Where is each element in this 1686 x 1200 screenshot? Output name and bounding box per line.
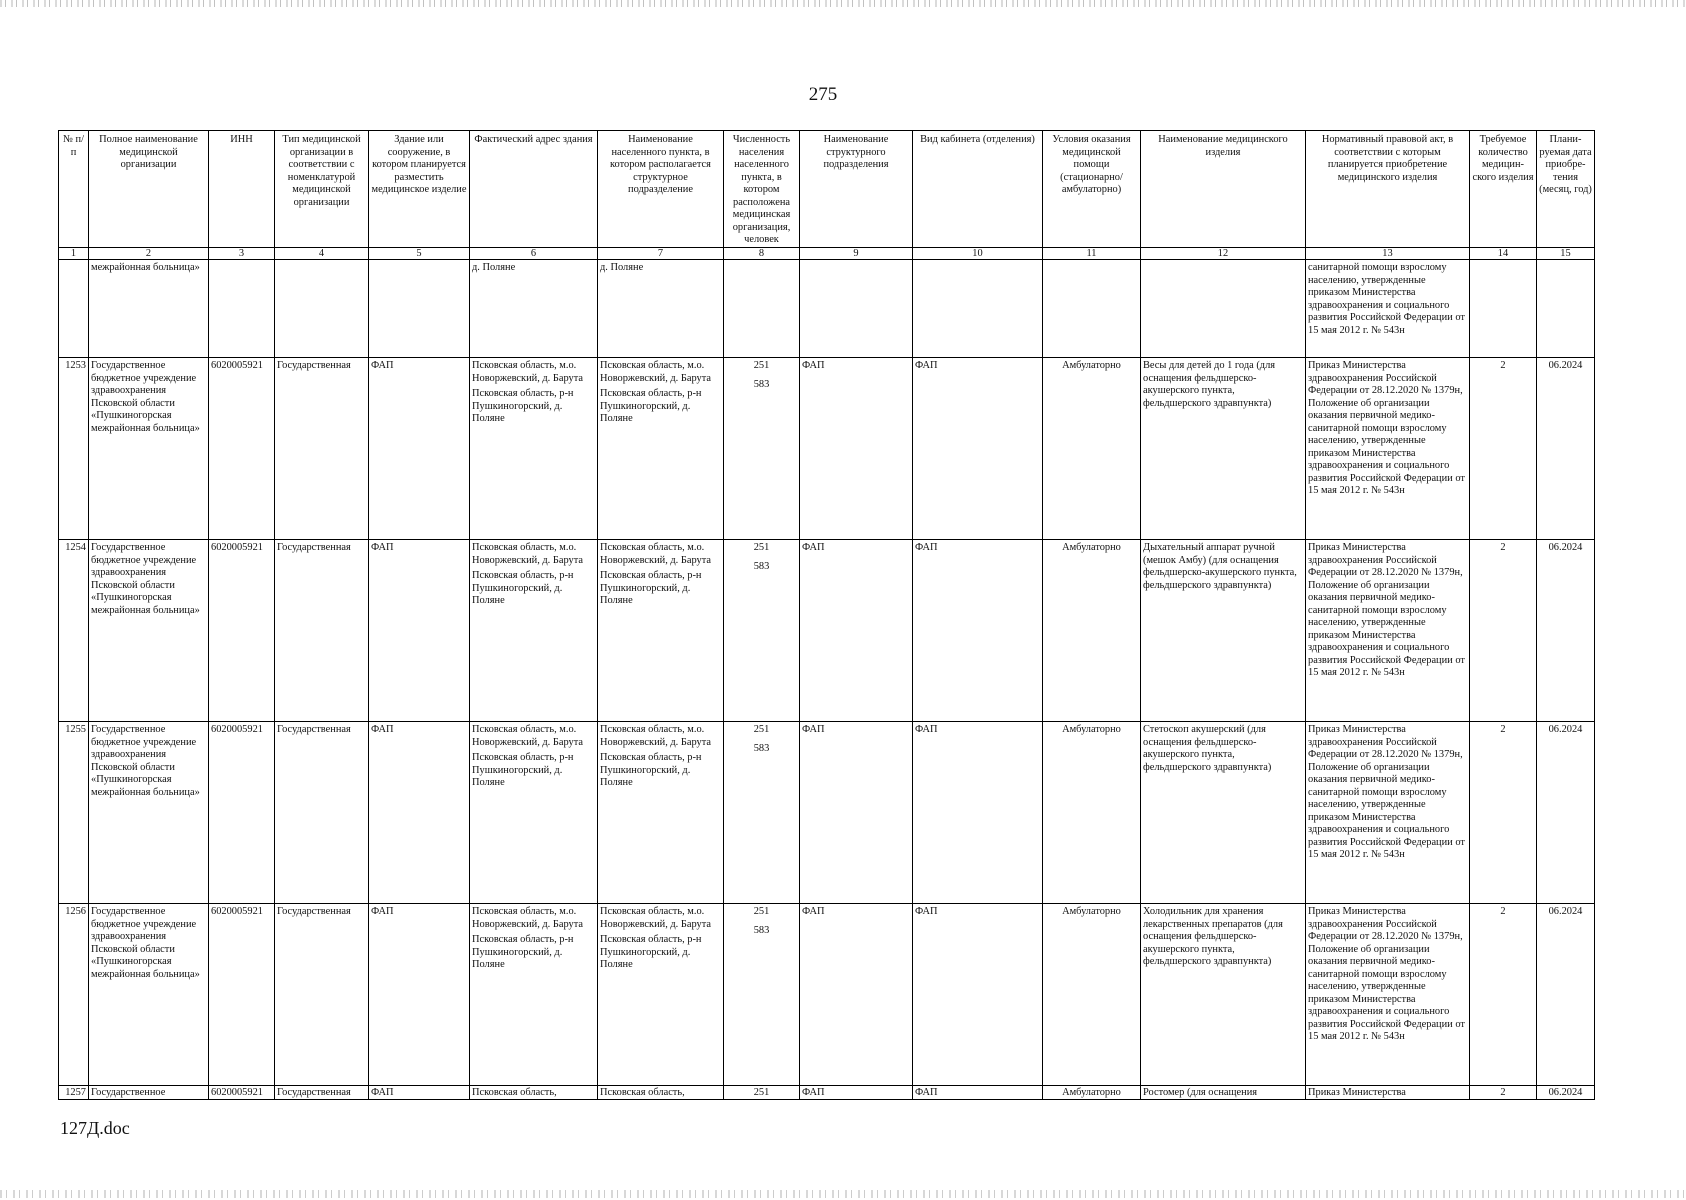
column-number: 11 bbox=[1043, 248, 1141, 260]
building-cell: ФАП bbox=[369, 540, 470, 722]
unit-cell: ФАП bbox=[800, 358, 913, 540]
inn-cell: 6020005921 bbox=[209, 722, 275, 904]
population-cell bbox=[724, 260, 800, 358]
unit-cell bbox=[800, 260, 913, 358]
quantity-cell: 2 bbox=[1470, 540, 1537, 722]
conditions-cell: Амбулаторно bbox=[1043, 1086, 1141, 1100]
address-cell bbox=[470, 722, 598, 904]
population-value: 251 bbox=[753, 906, 770, 917]
population-cell: 251 bbox=[724, 1086, 800, 1100]
settlement-line: Псковская область, м.о. Новоржевский, д. Барута bbox=[600, 542, 711, 566]
column-number: 4 bbox=[275, 248, 369, 260]
header-cell: ИНН bbox=[209, 131, 275, 248]
table-row bbox=[59, 540, 1595, 722]
column-number: 12 bbox=[1141, 248, 1306, 260]
settlement-line: Псковская область, р-н Пушкиногорский, д. Поляне bbox=[600, 934, 702, 970]
header-cell: Численность населения населенного пункта, в котором расположена медицинская организация, человек bbox=[724, 131, 800, 248]
device-cell bbox=[1141, 260, 1306, 358]
inn-cell bbox=[209, 260, 275, 358]
org-type-cell: Государственная bbox=[275, 1086, 369, 1100]
org-name-cell: межрайонная больница» bbox=[89, 260, 209, 358]
conditions-cell: Амбулаторно bbox=[1043, 540, 1141, 722]
header-cell: Здание или сооружение, в котором планируется разместить медицинское изделие bbox=[369, 131, 470, 248]
column-number: 1 bbox=[59, 248, 89, 260]
legal-act-cell: Приказ Министерства здравоохранения Российской Федерации от 28.12.2020 № 1379н, Положение об организации оказания первичной медико-санитарной помощи взрослому населению, утвержденные приказом Министерства здравоохранения и социального развития Российской Федерации от 15 мая 2012 г. № 543н bbox=[1306, 540, 1470, 722]
header-cell: № п/п bbox=[59, 131, 89, 248]
scan-edge-bottom bbox=[0, 1190, 1686, 1198]
population-value: 583 bbox=[753, 924, 770, 936]
building-cell bbox=[369, 260, 470, 358]
settlement-cell: Псковская область, bbox=[598, 1086, 724, 1100]
column-number: 14 bbox=[1470, 248, 1537, 260]
org-name-cell: Государственное бюджетное учреждение здравоохранения Псковской области «Пушкиногорская межрайонная больница» bbox=[89, 358, 209, 540]
settlement-line: Псковская область, м.о. Новоржевский, д. Барута bbox=[600, 724, 711, 748]
date-cell bbox=[1537, 260, 1595, 358]
row-number-cell: 1255 bbox=[59, 722, 89, 904]
scan-edge-top bbox=[0, 0, 1686, 7]
building-cell: ФАП bbox=[369, 358, 470, 540]
population-cell bbox=[724, 358, 800, 540]
address-line: Псковская область, м.о. Новоржевский, д. Барута bbox=[472, 906, 583, 930]
column-number: 7 bbox=[598, 248, 724, 260]
device-cell: Ростомер (для оснащения bbox=[1141, 1086, 1306, 1100]
address-cell: Псковская область, bbox=[470, 1086, 598, 1100]
header-cell: Тип медицинской организации в соответствии с номенклатурой медицинской организации bbox=[275, 131, 369, 248]
settlement-cell: д. Поляне bbox=[598, 260, 724, 358]
header-cell: Наименование структурного подразделения bbox=[800, 131, 913, 248]
quantity-cell: 2 bbox=[1470, 904, 1537, 1086]
date-cell: 06.2024 bbox=[1537, 1086, 1595, 1100]
column-number: 6 bbox=[470, 248, 598, 260]
org-name-cell: Государственное bbox=[89, 1086, 209, 1100]
device-cell: Холодильник для хранения лекарственных препаратов (для оснащения фельдшерско-акушерского пункта, фельдшерского здравпункта) bbox=[1141, 904, 1306, 1086]
population-cell bbox=[724, 722, 800, 904]
column-number: 9 bbox=[800, 248, 913, 260]
device-cell: Весы для детей до 1 года (для оснащения фельдшерско-акушерского пункта, фельдшерского здравпункта) bbox=[1141, 358, 1306, 540]
legal-act-cell: Приказ Министерства здравоохранения Российской Федерации от 28.12.2020 № 1379н, Положение об организации оказания первичной медико-санитарной помощи взрослому населению, утвержденные приказом Министерства здравоохранения и социального развития Российской Федерации от 15 мая 2012 г. № 543н bbox=[1306, 904, 1470, 1086]
table-row-partial bbox=[59, 1086, 1595, 1100]
settlement-line: Псковская область, р-н Пушкиногорский, д. Поляне bbox=[600, 388, 702, 424]
column-number: 2 bbox=[89, 248, 209, 260]
column-number: 10 bbox=[913, 248, 1043, 260]
unit-cell: ФАП bbox=[800, 540, 913, 722]
org-type-cell: Государственная bbox=[275, 722, 369, 904]
inn-cell: 6020005921 bbox=[209, 540, 275, 722]
settlement-cell bbox=[598, 540, 724, 722]
address-line: Псковская область, м.о. Новоржевский, д. Барута bbox=[472, 542, 583, 566]
legal-act-cell: Приказ Министерства здравоохранения Российской Федерации от 28.12.2020 № 1379н, Положение об организации оказания первичной медико-санитарной помощи взрослому населению, утвержденные приказом Министерства здравоохранения и социального развития Российской Федерации от 15 мая 2012 г. № 543н bbox=[1306, 722, 1470, 904]
org-type-cell: Государственная bbox=[275, 540, 369, 722]
cabinet-cell: ФАП bbox=[913, 722, 1043, 904]
cabinet-cell: ФАП bbox=[913, 540, 1043, 722]
address-line: Псковская область, р-н Пушкиногорский, д. Поляне bbox=[472, 934, 574, 970]
settlement-line: Псковская область, м.о. Новоржевский, д. Барута bbox=[600, 906, 711, 930]
address-line: Псковская область, м.о. Новоржевский, д. Барута bbox=[472, 360, 583, 384]
legal-act-cell: санитарной помощи взрослому населению, утвержденные приказом Министерства здравоохранения и социального развития Российской Федерации от 15 мая 2012 г. № 543н bbox=[1306, 260, 1470, 358]
column-number: 5 bbox=[369, 248, 470, 260]
device-cell: Стетоскоп акушерский (для оснащения фельдшерско-акушерского пункта, фельдшерского здравпункта) bbox=[1141, 722, 1306, 904]
address-cell bbox=[470, 904, 598, 1086]
page-number: 275 bbox=[808, 84, 838, 105]
population-value: 583 bbox=[753, 560, 770, 572]
quantity-cell: 2 bbox=[1470, 358, 1537, 540]
settlement-line: Псковская область, м.о. Новоржевский, д. Барута bbox=[600, 360, 711, 384]
date-cell: 06.2024 bbox=[1537, 904, 1595, 1086]
row-number-cell bbox=[59, 260, 89, 358]
org-name-cell: Государственное бюджетное учреждение здравоохранения Псковской области «Пушкиногорская межрайонная больница» bbox=[89, 904, 209, 1086]
header-cell: Полное наименование медицинской организации bbox=[89, 131, 209, 248]
population-value: 583 bbox=[753, 378, 770, 390]
footer-filename: 127Д.doc bbox=[60, 1118, 130, 1138]
date-cell: 06.2024 bbox=[1537, 358, 1595, 540]
header-cell: Требуемое количество медицин-ского изделия bbox=[1470, 131, 1537, 248]
inn-cell: 6020005921 bbox=[209, 358, 275, 540]
inn-cell: 6020005921 bbox=[209, 1086, 275, 1100]
column-number-row bbox=[59, 248, 1595, 260]
header-cell: Наименование населенного пункта, в котором располагается структурное подразделение bbox=[598, 131, 724, 248]
medical-equipment-table bbox=[58, 130, 1595, 1100]
building-cell: ФАП bbox=[369, 1086, 470, 1100]
population-value: 251 bbox=[753, 360, 770, 371]
unit-cell: ФАП bbox=[800, 904, 913, 1086]
unit-cell: ФАП bbox=[800, 1086, 913, 1100]
table-row bbox=[59, 722, 1595, 904]
table-row bbox=[59, 904, 1595, 1086]
cabinet-cell: ФАП bbox=[913, 358, 1043, 540]
cabinet-cell: ФАП bbox=[913, 1086, 1043, 1100]
header-row bbox=[59, 131, 1595, 248]
unit-cell: ФАП bbox=[800, 722, 913, 904]
org-type-cell: Государственная bbox=[275, 358, 369, 540]
org-type-cell: Государственная bbox=[275, 904, 369, 1086]
conditions-cell: Амбулаторно bbox=[1043, 722, 1141, 904]
population-value: 583 bbox=[753, 742, 770, 754]
settlement-cell bbox=[598, 358, 724, 540]
column-number: 3 bbox=[209, 248, 275, 260]
settlement-cell bbox=[598, 722, 724, 904]
row-number-cell: 1253 bbox=[59, 358, 89, 540]
row-number-cell: 1256 bbox=[59, 904, 89, 1086]
column-number: 13 bbox=[1306, 248, 1470, 260]
quantity-cell: 2 bbox=[1470, 1086, 1537, 1100]
quantity-cell: 2 bbox=[1470, 722, 1537, 904]
header-cell: Плани-руемая дата приобре-тения (месяц, год) bbox=[1537, 131, 1595, 248]
legal-act-cell: Приказ Министерства bbox=[1306, 1086, 1470, 1100]
header-cell: Вид кабинета (отделения) bbox=[913, 131, 1043, 248]
device-cell: Дыхательный аппарат ручной (мешок Амбу) (для оснащения фельдшерско-акушерского пункта, фельдшерского здравпункта) bbox=[1141, 540, 1306, 722]
cabinet-cell: ФАП bbox=[913, 904, 1043, 1086]
org-name-cell: Государственное бюджетное учреждение здравоохранения Псковской области «Пушкиногорская межрайонная больница» bbox=[89, 540, 209, 722]
row-number-cell: 1254 bbox=[59, 540, 89, 722]
date-cell: 06.2024 bbox=[1537, 540, 1595, 722]
address-line: Псковская область, р-н Пушкиногорский, д. Поляне bbox=[472, 388, 574, 424]
table-row bbox=[59, 358, 1595, 540]
population-cell bbox=[724, 540, 800, 722]
settlement-line: Псковская область, р-н Пушкиногорский, д. Поляне bbox=[600, 752, 702, 788]
conditions-cell: Амбулаторно bbox=[1043, 904, 1141, 1086]
address-cell: д. Поляне bbox=[470, 260, 598, 358]
quantity-cell bbox=[1470, 260, 1537, 358]
address-line: Псковская область, р-н Пушкиногорский, д. Поляне bbox=[472, 752, 574, 788]
settlement-line: Псковская область, р-н Пушкиногорский, д. Поляне bbox=[600, 570, 702, 606]
org-type-cell bbox=[275, 260, 369, 358]
conditions-cell bbox=[1043, 260, 1141, 358]
settlement-cell bbox=[598, 904, 724, 1086]
continuation-row bbox=[59, 260, 1595, 358]
column-number: 15 bbox=[1537, 248, 1595, 260]
cabinet-cell bbox=[913, 260, 1043, 358]
population-value: 251 bbox=[753, 724, 770, 735]
conditions-cell: Амбулаторно bbox=[1043, 358, 1141, 540]
header-cell: Фактический адрес здания bbox=[470, 131, 598, 248]
row-number-cell: 1257 bbox=[59, 1086, 89, 1100]
column-number: 8 bbox=[724, 248, 800, 260]
org-name-cell: Государственное бюджетное учреждение здравоохранения Псковской области «Пушкиногорская межрайонная больница» bbox=[89, 722, 209, 904]
building-cell: ФАП bbox=[369, 904, 470, 1086]
address-line: Псковская область, р-н Пушкиногорский, д. Поляне bbox=[472, 570, 574, 606]
header-cell: Нормативный правовой акт, в соответствии с которым планируется приобретение медицинского изделия bbox=[1306, 131, 1470, 248]
header-cell: Условия оказания медицинской помощи (стационарно/ амбулаторно) bbox=[1043, 131, 1141, 248]
building-cell: ФАП bbox=[369, 722, 470, 904]
legal-act-cell: Приказ Министерства здравоохранения Российской Федерации от 28.12.2020 № 1379н, Положение об организации оказания первичной медико-санитарной помощи взрослому населению, утвержденные приказом Министерства здравоохранения и социального развития Российской Федерации от 15 мая 2012 г. № 543н bbox=[1306, 358, 1470, 540]
address-cell bbox=[470, 540, 598, 722]
address-line: Псковская область, м.о. Новоржевский, д. Барута bbox=[472, 724, 583, 748]
population-cell bbox=[724, 904, 800, 1086]
inn-cell: 6020005921 bbox=[209, 904, 275, 1086]
header-cell: Наименование медицинского изделия bbox=[1141, 131, 1306, 248]
date-cell: 06.2024 bbox=[1537, 722, 1595, 904]
population-value: 251 bbox=[753, 542, 770, 553]
address-cell bbox=[470, 358, 598, 540]
